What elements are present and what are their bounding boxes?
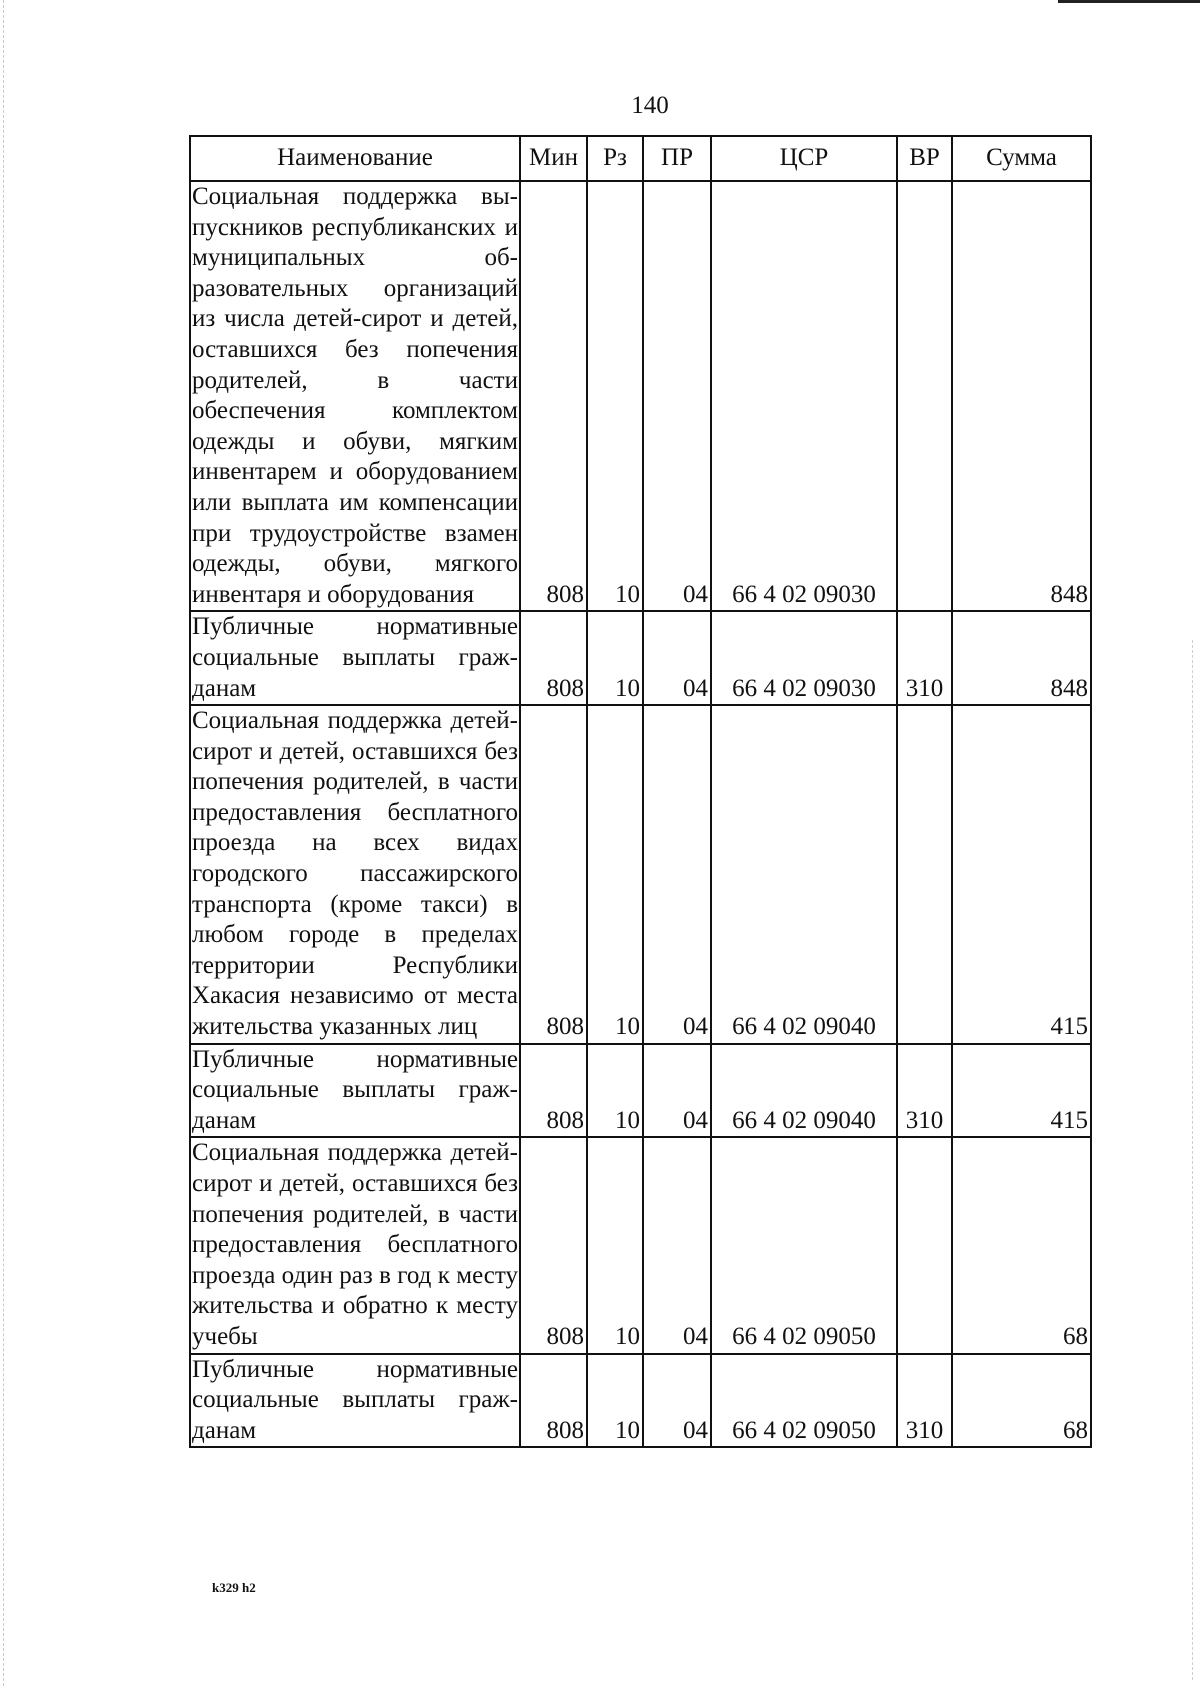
row-vr bbox=[897, 705, 952, 1044]
row-vr: 310 bbox=[897, 1044, 952, 1138]
header-sum: Сумма bbox=[952, 136, 1091, 181]
row-name: Публичные нормативные социальные выплаты гражданам bbox=[190, 1354, 520, 1448]
row-min: 808 bbox=[520, 1137, 587, 1353]
row-min: 808 bbox=[520, 1354, 587, 1448]
row-sum: 415 bbox=[952, 1044, 1091, 1138]
row-csr: 66 4 02 09040 bbox=[711, 705, 897, 1044]
header-name: Наименование bbox=[190, 136, 520, 181]
row-pr: 04 bbox=[643, 181, 711, 611]
row-vr bbox=[897, 1137, 952, 1353]
row-sum: 848 bbox=[952, 611, 1091, 705]
row-rz: 10 bbox=[587, 1354, 643, 1448]
top-rule bbox=[1058, 0, 1200, 3]
header-min: Мин bbox=[520, 136, 587, 181]
row-pr: 04 bbox=[643, 705, 711, 1044]
row-name: Социальная поддержка выпускников республиканских и муниципальных образовательных организаций из числа детей-сирот и детей, оставшихся без попечения родителей, в части обеспечения комплектом одежды и обуви, мягким инвентарем и оборудованием или выплата им компенсации при трудоустройстве взамен одежды, обуви, мягкого инвентаря и оборудования bbox=[190, 181, 520, 611]
row-csr: 66 4 02 09030 bbox=[711, 181, 897, 611]
table-row bbox=[190, 611, 1091, 705]
row-sum: 848 bbox=[952, 181, 1091, 611]
row-vr: 310 bbox=[897, 1354, 952, 1448]
row-name: Социальная поддержка детей-сирот и детей, оставшихся без попечения родителей, в части предоставления бесплатного проезда на всех видах городского пассажирского транспорта (кроме такси) в любом городе в пределах территории Республики Хакасия независимо от места жительства указанных лиц bbox=[190, 705, 520, 1044]
row-sum: 68 bbox=[952, 1137, 1091, 1353]
row-pr: 04 bbox=[643, 1354, 711, 1448]
row-sum: 415 bbox=[952, 705, 1091, 1044]
table-header-row bbox=[190, 136, 1091, 181]
scan-edge-right bbox=[1192, 640, 1193, 1680]
row-name: Публичные нормативные социальные выплаты гражданам bbox=[190, 1044, 520, 1138]
row-rz: 10 bbox=[587, 1137, 643, 1353]
row-name: Социальная поддержка детей-сирот и детей, оставшихся без попечения родителей, в части предоставления бесплатного проезда один раз в год к месту жительства и обратно к месту учебы bbox=[190, 1137, 520, 1353]
footer-document-code: k329 h2 bbox=[212, 1580, 256, 1595]
table-row bbox=[190, 1044, 1091, 1138]
row-min: 808 bbox=[520, 611, 587, 705]
row-csr: 66 4 02 09050 bbox=[711, 1137, 897, 1353]
header-rz: Рз bbox=[587, 136, 643, 181]
row-sum: 68 bbox=[952, 1354, 1091, 1448]
row-csr: 66 4 02 09040 bbox=[711, 1044, 897, 1138]
table-row bbox=[190, 181, 1091, 611]
row-rz: 10 bbox=[587, 705, 643, 1044]
page-number: 140 bbox=[631, 92, 669, 119]
table-row bbox=[190, 705, 1091, 1044]
row-pr: 04 bbox=[643, 1137, 711, 1353]
header-csr: ЦСР bbox=[711, 136, 897, 181]
scan-edge-left bbox=[3, 0, 4, 1686]
row-pr: 04 bbox=[643, 611, 711, 705]
row-rz: 10 bbox=[587, 1044, 643, 1138]
header-pr: ПР bbox=[643, 136, 711, 181]
row-vr bbox=[897, 181, 952, 611]
table-row bbox=[190, 1137, 1091, 1353]
row-pr: 04 bbox=[643, 1044, 711, 1138]
header-vr: ВР bbox=[897, 136, 952, 181]
row-min: 808 bbox=[520, 1044, 587, 1138]
budget-table bbox=[189, 135, 1092, 1448]
row-rz: 10 bbox=[587, 611, 643, 705]
row-name: Публичные нормативные социальные выплаты гражданам bbox=[190, 611, 520, 705]
row-min: 808 bbox=[520, 705, 587, 1044]
row-rz: 10 bbox=[587, 181, 643, 611]
row-csr: 66 4 02 09030 bbox=[711, 611, 897, 705]
row-vr: 310 bbox=[897, 611, 952, 705]
row-min: 808 bbox=[520, 181, 587, 611]
table-row bbox=[190, 1354, 1091, 1448]
row-csr: 66 4 02 09050 bbox=[711, 1354, 897, 1448]
